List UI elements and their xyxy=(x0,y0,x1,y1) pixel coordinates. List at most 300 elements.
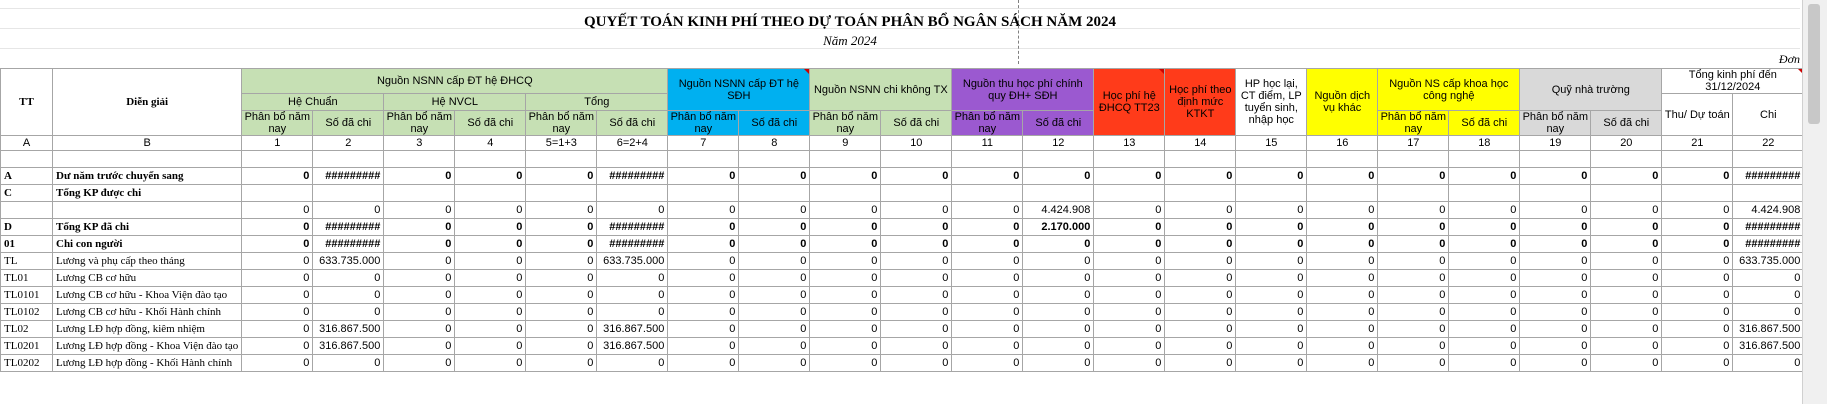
value-cell[interactable]: 0 xyxy=(384,253,455,270)
column-index-cell[interactable]: 13 xyxy=(1094,136,1165,151)
value-cell[interactable]: 0 xyxy=(668,355,739,372)
value-cell[interactable]: 0 xyxy=(668,219,739,236)
value-cell[interactable]: 0 xyxy=(455,236,526,253)
value-cell[interactable]: 0 xyxy=(1449,236,1520,253)
value-cell[interactable]: 0 xyxy=(881,219,952,236)
column-index-cell[interactable]: 5=1+3 xyxy=(526,136,597,151)
value-cell[interactable]: ######### xyxy=(597,219,668,236)
value-cell[interactable]: 0 xyxy=(1023,287,1094,304)
value-cell[interactable]: 0 xyxy=(455,287,526,304)
value-cell[interactable]: 0 xyxy=(1591,270,1662,287)
value-cell[interactable]: 0 xyxy=(1307,236,1378,253)
value-cell[interactable]: 0 xyxy=(881,253,952,270)
value-cell[interactable]: 0 xyxy=(1165,253,1236,270)
value-cell[interactable]: 0 xyxy=(597,287,668,304)
value-cell[interactable]: 0 xyxy=(881,236,952,253)
value-cell[interactable]: 0 xyxy=(1165,219,1236,236)
value-cell[interactable]: 0 xyxy=(1378,338,1449,355)
row-code-cell[interactable]: TL02 xyxy=(1,321,53,338)
value-cell[interactable]: 0 xyxy=(1236,321,1307,338)
value-cell[interactable]: 0 xyxy=(1307,202,1378,219)
value-cell[interactable]: 633.735.000 xyxy=(597,253,668,270)
value-cell[interactable] xyxy=(739,185,810,202)
value-cell[interactable]: 0 xyxy=(1165,287,1236,304)
value-cell[interactable]: 0 xyxy=(1094,202,1165,219)
value-cell[interactable]: 0 xyxy=(739,236,810,253)
value-cell[interactable] xyxy=(384,185,455,202)
header-hp-hoc-lai[interactable]: HP học lại, CT điểm, LP tuyển sinh, nhập học xyxy=(1236,69,1307,136)
value-cell[interactable]: 0 xyxy=(810,253,881,270)
value-cell[interactable] xyxy=(668,185,739,202)
value-cell[interactable] xyxy=(1165,151,1236,168)
value-cell[interactable]: ######### xyxy=(313,168,384,185)
value-cell[interactable]: 0 xyxy=(810,304,881,321)
value-cell[interactable]: 0 xyxy=(668,168,739,185)
value-cell[interactable]: ######### xyxy=(313,236,384,253)
value-cell[interactable]: 0 xyxy=(1236,338,1307,355)
row-description-cell[interactable]: Lương LĐ hợp đồng - Khoa Viện đào tạo xyxy=(53,338,242,355)
value-cell[interactable]: 0 xyxy=(1378,270,1449,287)
value-cell[interactable]: 0 xyxy=(1165,321,1236,338)
value-cell[interactable]: 0 xyxy=(455,304,526,321)
value-cell[interactable]: 0 xyxy=(739,253,810,270)
value-cell[interactable] xyxy=(1662,151,1733,168)
value-cell[interactable]: 0 xyxy=(1662,270,1733,287)
value-cell[interactable]: 0 xyxy=(810,270,881,287)
value-cell[interactable]: 0 xyxy=(242,355,313,372)
column-index-cell[interactable]: 7 xyxy=(668,136,739,151)
header-nsnn-ktx[interactable]: Nguồn NSNN chi không TX xyxy=(810,69,952,111)
row-code-cell[interactable]: TL01 xyxy=(1,270,53,287)
value-cell[interactable]: 0 xyxy=(1307,338,1378,355)
value-cell[interactable]: 0 xyxy=(1520,270,1591,287)
value-cell[interactable]: 0 xyxy=(1023,270,1094,287)
header-chi[interactable]: Chi xyxy=(1733,94,1804,136)
value-cell[interactable]: 0 xyxy=(739,168,810,185)
value-cell[interactable]: 0 xyxy=(455,253,526,270)
column-index-cell[interactable]: 8 xyxy=(739,136,810,151)
value-cell[interactable]: 4.424.908 xyxy=(1733,202,1804,219)
value-cell[interactable]: 0 xyxy=(455,321,526,338)
value-cell[interactable]: 0 xyxy=(1236,236,1307,253)
value-cell[interactable]: 0 xyxy=(1307,253,1378,270)
value-cell[interactable]: 0 xyxy=(384,202,455,219)
header-phan-bo[interactable]: Phân bổ năm nay xyxy=(668,111,739,136)
row-description-cell[interactable]: Lương CB cơ hữu - Khoa Viện đào tạo xyxy=(53,287,242,304)
value-cell[interactable]: 0 xyxy=(1378,321,1449,338)
column-index-cell[interactable]: 17 xyxy=(1378,136,1449,151)
value-cell[interactable]: 0 xyxy=(881,355,952,372)
row-code-cell[interactable]: A xyxy=(1,168,53,185)
column-index-cell[interactable]: 6=2+4 xyxy=(597,136,668,151)
value-cell[interactable]: 0 xyxy=(1023,338,1094,355)
value-cell[interactable] xyxy=(810,151,881,168)
value-cell[interactable]: 0 xyxy=(384,287,455,304)
value-cell[interactable]: 0 xyxy=(881,321,952,338)
header-so-da-chi[interactable]: Số đã chi xyxy=(313,111,384,136)
value-cell[interactable]: 0 xyxy=(881,338,952,355)
value-cell[interactable]: 0 xyxy=(1662,304,1733,321)
row-description-cell[interactable]: Tổng KP được chi xyxy=(53,185,242,202)
value-cell[interactable]: 0 xyxy=(1520,338,1591,355)
column-index-cell[interactable]: 2 xyxy=(313,136,384,151)
value-cell[interactable]: 0 xyxy=(1662,253,1733,270)
value-cell[interactable]: 0 xyxy=(1023,236,1094,253)
value-cell[interactable]: 0 xyxy=(1378,168,1449,185)
value-cell[interactable]: 0 xyxy=(313,287,384,304)
value-cell[interactable]: 0 xyxy=(1094,168,1165,185)
value-cell[interactable]: 0 xyxy=(384,270,455,287)
value-cell[interactable]: 0 xyxy=(1165,236,1236,253)
value-cell[interactable]: 316.867.500 xyxy=(313,338,384,355)
value-cell[interactable] xyxy=(1236,151,1307,168)
value-cell[interactable]: 0 xyxy=(1520,321,1591,338)
value-cell[interactable]: 0 xyxy=(384,304,455,321)
value-cell[interactable]: 0 xyxy=(810,321,881,338)
header-tong[interactable]: Tổng xyxy=(526,94,668,111)
value-cell[interactable]: 0 xyxy=(1094,355,1165,372)
value-cell[interactable]: 0 xyxy=(952,219,1023,236)
value-cell[interactable]: 0 xyxy=(952,270,1023,287)
value-cell[interactable]: 0 xyxy=(1023,168,1094,185)
value-cell[interactable]: 0 xyxy=(1449,321,1520,338)
value-cell[interactable]: 0 xyxy=(1591,219,1662,236)
value-cell[interactable]: 0 xyxy=(526,321,597,338)
value-cell[interactable] xyxy=(597,151,668,168)
value-cell[interactable]: 0 xyxy=(1591,287,1662,304)
value-cell[interactable]: 0 xyxy=(384,168,455,185)
value-cell[interactable] xyxy=(1165,185,1236,202)
value-cell[interactable]: ######### xyxy=(1733,236,1804,253)
value-cell[interactable]: 0 xyxy=(952,304,1023,321)
value-cell[interactable]: 0 xyxy=(1520,304,1591,321)
header-he-chuan[interactable]: Hệ Chuẩn xyxy=(242,94,384,111)
value-cell[interactable]: 0 xyxy=(384,321,455,338)
row-description-cell[interactable]: Lương LĐ hợp đồng - Khối Hành chính xyxy=(53,355,242,372)
value-cell[interactable]: 0 xyxy=(526,270,597,287)
value-cell[interactable]: 0 xyxy=(810,168,881,185)
value-cell[interactable]: 0 xyxy=(952,287,1023,304)
value-cell[interactable] xyxy=(952,185,1023,202)
value-cell[interactable]: 0 xyxy=(1449,253,1520,270)
value-cell[interactable]: 0 xyxy=(1662,236,1733,253)
value-cell[interactable]: 0 xyxy=(1165,168,1236,185)
value-cell[interactable]: 0 xyxy=(1520,287,1591,304)
value-cell[interactable]: 0 xyxy=(739,287,810,304)
value-cell[interactable]: 0 xyxy=(597,304,668,321)
value-cell[interactable] xyxy=(1449,151,1520,168)
value-cell[interactable]: 0 xyxy=(526,338,597,355)
report-subtitle[interactable]: Năm 2024 xyxy=(823,33,877,48)
value-cell[interactable] xyxy=(1307,185,1378,202)
value-cell[interactable] xyxy=(526,151,597,168)
value-cell[interactable] xyxy=(1520,151,1591,168)
value-cell[interactable]: 0 xyxy=(1591,338,1662,355)
value-cell[interactable]: 0 xyxy=(1094,270,1165,287)
value-cell[interactable]: 0 xyxy=(1307,304,1378,321)
header-hp-ktkt[interactable]: Học phí theo định mức KTKT xyxy=(1165,69,1236,136)
value-cell[interactable]: 0 xyxy=(1307,219,1378,236)
value-cell[interactable]: 0 xyxy=(1662,202,1733,219)
column-index-cell[interactable]: 15 xyxy=(1236,136,1307,151)
value-cell[interactable]: 0 xyxy=(384,338,455,355)
value-cell[interactable]: 0 xyxy=(1094,253,1165,270)
value-cell[interactable]: 0 xyxy=(739,219,810,236)
value-cell[interactable] xyxy=(242,151,313,168)
value-cell[interactable]: 0 xyxy=(1307,168,1378,185)
header-he-nvcl[interactable]: Hệ NVCL xyxy=(384,94,526,111)
value-cell[interactable]: 0 xyxy=(455,338,526,355)
value-cell[interactable]: 2.170.000 xyxy=(1023,219,1094,236)
value-cell[interactable] xyxy=(1236,185,1307,202)
value-cell[interactable]: 0 xyxy=(1520,236,1591,253)
value-cell[interactable]: 0 xyxy=(1733,355,1804,372)
value-cell[interactable] xyxy=(313,151,384,168)
value-cell[interactable]: 0 xyxy=(952,355,1023,372)
value-cell[interactable]: 316.867.500 xyxy=(597,321,668,338)
row-code-cell[interactable]: 01 xyxy=(1,236,53,253)
value-cell[interactable]: 0 xyxy=(455,355,526,372)
column-index-cell[interactable]: 19 xyxy=(1520,136,1591,151)
column-index-cell[interactable]: 4 xyxy=(455,136,526,151)
value-cell[interactable]: 0 xyxy=(1662,338,1733,355)
value-cell[interactable]: 0 xyxy=(242,304,313,321)
value-cell[interactable]: 0 xyxy=(526,168,597,185)
column-index-cell[interactable]: 22 xyxy=(1733,136,1804,151)
value-cell[interactable]: 0 xyxy=(1449,355,1520,372)
value-cell[interactable]: 0 xyxy=(242,168,313,185)
value-cell[interactable] xyxy=(668,151,739,168)
value-cell[interactable]: 0 xyxy=(1307,355,1378,372)
value-cell[interactable]: 0 xyxy=(668,321,739,338)
value-cell[interactable]: 0 xyxy=(384,219,455,236)
value-cell[interactable] xyxy=(384,151,455,168)
value-cell[interactable] xyxy=(881,151,952,168)
value-cell[interactable]: ######### xyxy=(597,168,668,185)
column-index-cell[interactable]: 14 xyxy=(1165,136,1236,151)
value-cell[interactable]: 0 xyxy=(1307,270,1378,287)
value-cell[interactable]: 0 xyxy=(1307,287,1378,304)
column-index-cell[interactable]: 12 xyxy=(1023,136,1094,151)
value-cell[interactable]: 0 xyxy=(526,219,597,236)
value-cell[interactable] xyxy=(739,151,810,168)
header-tong-kp[interactable]: Tổng kinh phí đến 31/12/2024 xyxy=(1662,69,1804,94)
value-cell[interactable]: 0 xyxy=(810,236,881,253)
value-cell[interactable] xyxy=(1733,151,1804,168)
value-cell[interactable]: 0 xyxy=(1023,304,1094,321)
value-cell[interactable]: ######### xyxy=(597,236,668,253)
value-cell[interactable]: 0 xyxy=(242,253,313,270)
value-cell[interactable]: 0 xyxy=(1733,304,1804,321)
column-index-cell[interactable]: 18 xyxy=(1449,136,1520,151)
value-cell[interactable]: 0 xyxy=(1023,321,1094,338)
column-index-cell[interactable]: 21 xyxy=(1662,136,1733,151)
value-cell[interactable]: 0 xyxy=(881,168,952,185)
value-cell[interactable]: 316.867.500 xyxy=(597,338,668,355)
value-cell[interactable] xyxy=(526,185,597,202)
value-cell[interactable]: 633.735.000 xyxy=(313,253,384,270)
value-cell[interactable]: 0 xyxy=(1307,321,1378,338)
column-index-cell[interactable]: 16 xyxy=(1307,136,1378,151)
value-cell[interactable]: 0 xyxy=(455,219,526,236)
value-cell[interactable]: 0 xyxy=(739,202,810,219)
value-cell[interactable]: 0 xyxy=(1449,202,1520,219)
row-code-cell[interactable]: TL0201 xyxy=(1,338,53,355)
value-cell[interactable] xyxy=(1094,151,1165,168)
header-phan-bo[interactable]: Phân bổ năm nay xyxy=(242,111,313,136)
value-cell[interactable]: 0 xyxy=(810,338,881,355)
value-cell[interactable]: 0 xyxy=(313,304,384,321)
column-index-cell[interactable]: 3 xyxy=(384,136,455,151)
value-cell[interactable] xyxy=(1733,185,1804,202)
value-cell[interactable]: 0 xyxy=(1094,236,1165,253)
value-cell[interactable] xyxy=(1307,151,1378,168)
value-cell[interactable]: 0 xyxy=(668,253,739,270)
header-quy-nha-truong[interactable]: Quỹ nhà trường xyxy=(1520,69,1662,111)
value-cell[interactable]: 0 xyxy=(1733,287,1804,304)
value-cell[interactable]: 0 xyxy=(526,236,597,253)
value-cell[interactable]: 316.867.500 xyxy=(1733,338,1804,355)
value-cell[interactable] xyxy=(1591,151,1662,168)
value-cell[interactable]: 0 xyxy=(1094,219,1165,236)
value-cell[interactable]: 0 xyxy=(1094,321,1165,338)
row-description-cell[interactable]: Chi con người xyxy=(53,236,242,253)
value-cell[interactable] xyxy=(313,185,384,202)
header-so-da-chi[interactable]: Số đã chi xyxy=(881,111,952,136)
value-cell[interactable]: 0 xyxy=(739,338,810,355)
value-cell[interactable]: 0 xyxy=(526,202,597,219)
value-cell[interactable]: 0 xyxy=(1591,355,1662,372)
row-description-cell[interactable]: Lương CB cơ hữu xyxy=(53,270,242,287)
value-cell[interactable]: 0 xyxy=(881,270,952,287)
value-cell[interactable] xyxy=(1378,151,1449,168)
value-cell[interactable]: 0 xyxy=(810,355,881,372)
value-cell[interactable]: 0 xyxy=(881,304,952,321)
value-cell[interactable]: 0 xyxy=(242,338,313,355)
value-cell[interactable]: 0 xyxy=(1449,270,1520,287)
value-cell[interactable]: 0 xyxy=(668,270,739,287)
value-cell[interactable]: 0 xyxy=(1165,304,1236,321)
value-cell[interactable]: 0 xyxy=(1449,219,1520,236)
value-cell[interactable]: 0 xyxy=(242,321,313,338)
row-description-cell[interactable]: Lương CB cơ hữu - Khối Hành chính xyxy=(53,304,242,321)
header-hp-tt23[interactable]: Học phí hệ ĐHCQ TT23 xyxy=(1094,69,1165,136)
row-code-cell[interactable] xyxy=(1,202,53,219)
value-cell[interactable]: 0 xyxy=(1520,219,1591,236)
value-cell[interactable]: 0 xyxy=(1378,287,1449,304)
header-phan-bo[interactable]: Phân bổ năm nay xyxy=(1520,111,1591,136)
header-desc[interactable]: Diễn giải xyxy=(53,69,242,136)
row-code-cell[interactable]: C xyxy=(1,185,53,202)
value-cell[interactable]: 0 xyxy=(1236,168,1307,185)
value-cell[interactable]: 0 xyxy=(668,202,739,219)
value-cell[interactable] xyxy=(1520,185,1591,202)
row-code-cell[interactable]: TL xyxy=(1,253,53,270)
value-cell[interactable]: 0 xyxy=(739,270,810,287)
row-description-cell[interactable]: Tổng KP đã chi xyxy=(53,219,242,236)
value-cell[interactable]: 0 xyxy=(668,287,739,304)
value-cell[interactable]: ######### xyxy=(1733,219,1804,236)
header-phan-bo[interactable]: Phân bổ năm nay xyxy=(1378,111,1449,136)
header-so-da-chi[interactable]: Số đã chi xyxy=(1023,111,1094,136)
value-cell[interactable]: 0 xyxy=(1449,287,1520,304)
value-cell[interactable]: 4.424.908 xyxy=(1023,202,1094,219)
value-cell[interactable]: 0 xyxy=(668,236,739,253)
value-cell[interactable]: 0 xyxy=(526,304,597,321)
row-code-cell[interactable] xyxy=(1,151,53,168)
value-cell[interactable]: 0 xyxy=(526,253,597,270)
header-phan-bo[interactable]: Phân bổ năm nay xyxy=(384,111,455,136)
row-code-cell[interactable]: TL0202 xyxy=(1,355,53,372)
column-index-cell[interactable]: 20 xyxy=(1591,136,1662,151)
value-cell[interactable]: 0 xyxy=(1378,355,1449,372)
value-cell[interactable]: 0 xyxy=(1520,253,1591,270)
value-cell[interactable]: 0 xyxy=(1165,338,1236,355)
row-description-cell[interactable] xyxy=(53,202,242,219)
value-cell[interactable] xyxy=(1378,185,1449,202)
value-cell[interactable]: 0 xyxy=(739,321,810,338)
value-cell[interactable]: 0 xyxy=(1662,219,1733,236)
header-thu-hoc-phi[interactable]: Nguồn thu học phí chính quy ĐH+ SĐH xyxy=(952,69,1094,111)
value-cell[interactable]: 0 xyxy=(1591,304,1662,321)
value-cell[interactable]: 0 xyxy=(313,270,384,287)
column-index-cell[interactable]: 10 xyxy=(881,136,952,151)
header-nsnn-soh[interactable]: Nguồn NSNN cấp ĐT hệ SĐH xyxy=(668,69,810,111)
value-cell[interactable]: 0 xyxy=(1591,202,1662,219)
value-cell[interactable]: 0 xyxy=(1165,202,1236,219)
value-cell[interactable]: 0 xyxy=(1094,304,1165,321)
header-phan-bo[interactable]: Phân bổ năm nay xyxy=(952,111,1023,136)
header-phan-bo[interactable]: Phân bổ năm nay xyxy=(526,111,597,136)
value-cell[interactable]: 0 xyxy=(313,202,384,219)
value-cell[interactable]: 0 xyxy=(242,236,313,253)
header-so-da-chi[interactable]: Số đã chi xyxy=(597,111,668,136)
column-index-cell[interactable]: 11 xyxy=(952,136,1023,151)
column-index-cell[interactable]: B xyxy=(53,136,242,151)
value-cell[interactable]: 0 xyxy=(739,355,810,372)
value-cell[interactable] xyxy=(242,185,313,202)
value-cell[interactable]: 0 xyxy=(668,338,739,355)
value-cell[interactable]: 0 xyxy=(1591,236,1662,253)
row-code-cell[interactable]: D xyxy=(1,219,53,236)
value-cell[interactable]: 0 xyxy=(242,219,313,236)
value-cell[interactable]: 633.735.000 xyxy=(1733,253,1804,270)
value-cell[interactable]: 0 xyxy=(455,202,526,219)
value-cell[interactable]: 0 xyxy=(1165,270,1236,287)
value-cell[interactable]: 0 xyxy=(1378,219,1449,236)
header-dich-vu[interactable]: Nguồn dịch vụ khác xyxy=(1307,69,1378,136)
value-cell[interactable]: 0 xyxy=(526,355,597,372)
value-cell[interactable]: 0 xyxy=(526,287,597,304)
column-index-cell[interactable]: 9 xyxy=(810,136,881,151)
value-cell[interactable]: 0 xyxy=(1520,202,1591,219)
value-cell[interactable]: 0 xyxy=(952,236,1023,253)
value-cell[interactable]: 0 xyxy=(1378,253,1449,270)
header-phan-bo[interactable]: Phân bổ năm nay xyxy=(810,111,881,136)
value-cell[interactable]: 0 xyxy=(1449,338,1520,355)
value-cell[interactable]: 0 xyxy=(1378,236,1449,253)
value-cell[interactable]: 0 xyxy=(1591,168,1662,185)
value-cell[interactable]: 0 xyxy=(1165,355,1236,372)
value-cell[interactable]: 0 xyxy=(1236,219,1307,236)
row-description-cell[interactable]: Dư năm trước chuyển sang xyxy=(53,168,242,185)
row-code-cell[interactable]: TL0101 xyxy=(1,287,53,304)
value-cell[interactable]: ######### xyxy=(1733,168,1804,185)
value-cell[interactable]: 0 xyxy=(810,202,881,219)
value-cell[interactable]: 0 xyxy=(1236,355,1307,372)
value-cell[interactable]: 0 xyxy=(242,287,313,304)
value-cell[interactable]: 0 xyxy=(597,270,668,287)
